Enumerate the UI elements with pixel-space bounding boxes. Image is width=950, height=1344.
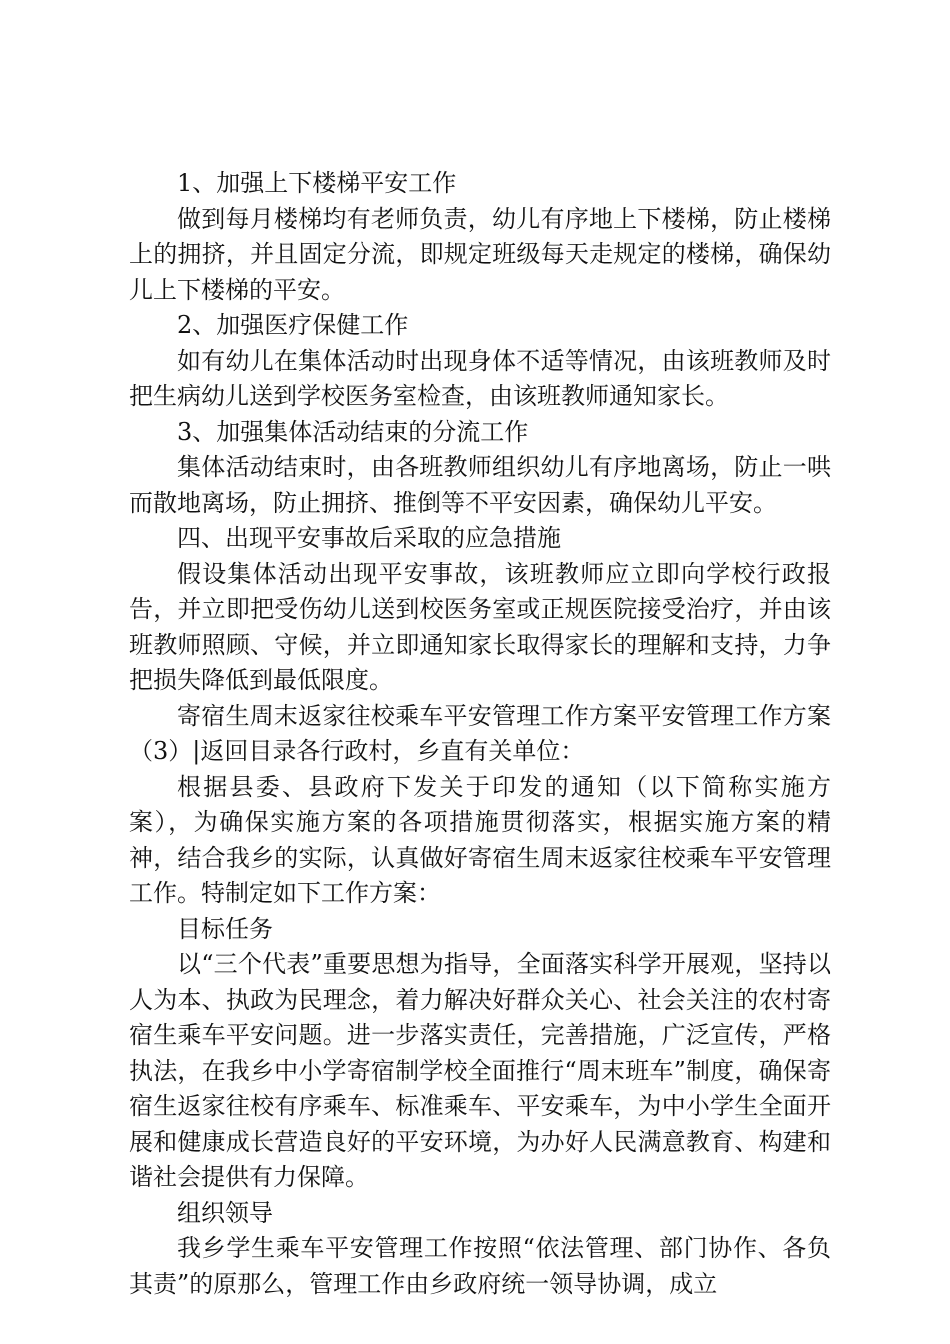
paragraph-plan-title: 寄宿生周末返家往校乘车平安管理工作方案平安管理工作方案（3）|返回目录各行政村，乡直有关单位： <box>129 701 831 765</box>
paragraph-leadership: 我乡学生乘车平安管理工作按照“依法管理、部门协作、各负其责”的原那么，管理工作由乡政府统一领导协调，成立 <box>129 1234 831 1298</box>
paragraph-emergency-measures: 假设集体活动出现平安事故，该班教师应立即向学校行政报告，并立即把受伤幼儿送到校医务室或正规医院接受治疗，并由该班教师照顾、守候，并立即通知家长取得家长的理解和支持，力争把损失降低到最低限度。 <box>129 559 831 694</box>
document-body <box>129 166 831 1302</box>
paragraph-plan-intro: 根据县委、县政府下发关于印发的通知（以下简称实施方案），为确保实施方案的各项措施贯彻落实，根据实施方案的精神，结合我乡的实际，认真做好寄宿生周末返家往校乘车平安管理工作。特制定如下工作方案： <box>129 772 831 907</box>
heading-stairs-safety: 1、加强上下楼梯平安工作 <box>177 169 457 197</box>
paragraph-stairs-safety: 做到每月楼梯均有老师负责，幼儿有序地上下楼梯，防止楼梯上的拥挤，并且固定分流，即规定班级每天走规定的楼梯，确保幼儿上下楼梯的平安。 <box>129 204 831 304</box>
paragraph-activity-dispersal: 集体活动结束时，由各班教师组织幼儿有序地离场，防止一哄而散地离场，防止拥挤、推倒等不平安因素，确保幼儿平安。 <box>129 453 831 517</box>
paragraph-goals: 以“三个代表”重要思想为指导，全面落实科学开展观，坚持以人为本、执政为民理念，着力解决好群众关心、社会关注的农村寄宿生乘车平安问题。进一步落实责任，完善措施，广泛宣传，严格执法，在我乡中小学寄宿制学校全面推行“周末班车”制度，确保寄宿生返家往校有序乘车、标准乘车、平安乘车，为中小学生全面开展和健康成长营造良好的平安环境，为办好人民满意教育、构建和谐社会提供有力保障。 <box>129 950 831 1191</box>
heading-leadership: 组织领导 <box>177 1198 273 1227</box>
heading-health-care: 2、加强医疗保健工作 <box>177 311 409 339</box>
heading-goals: 目标任务 <box>177 914 273 943</box>
heading-activity-dispersal: 3、加强集体活动结束的分流工作 <box>177 417 529 446</box>
heading-emergency-measures: 四、出现平安事故后采取的应急措施 <box>177 524 561 552</box>
paragraph-health-care: 如有幼儿在集体活动时出现身体不适等情况，由该班教师及时把生病幼儿送到学校医务室检查，由该班教师通知家长。 <box>129 346 831 410</box>
